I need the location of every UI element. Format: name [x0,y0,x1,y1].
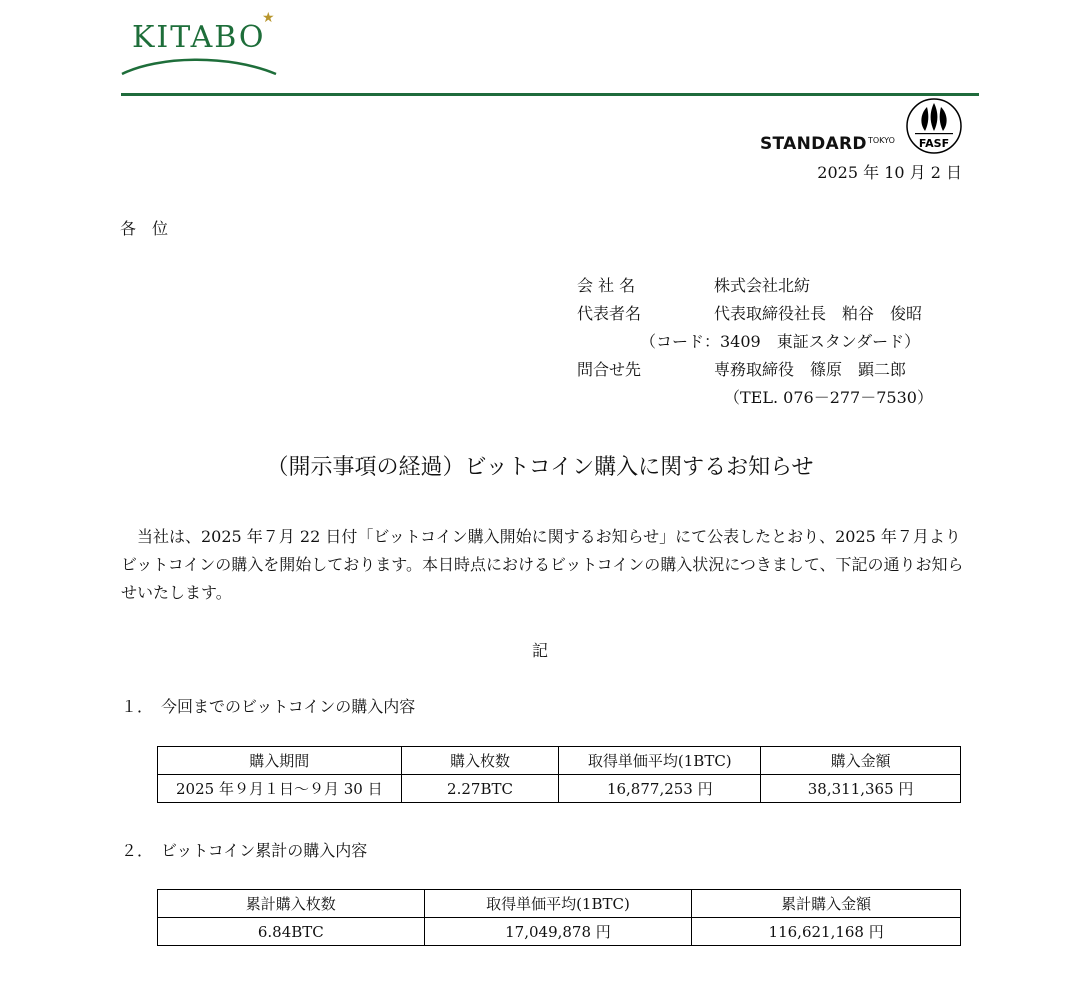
page-title: （開示事項の経過）ビットコイン購入に関するお知らせ [266,455,814,480]
fasf-label: FASF [918,137,950,150]
kitabo-logo-text: KITABO [132,20,266,55]
table-header-cell: 購入枚数 [401,747,559,775]
cumulative-table [157,889,961,946]
company-name-label: 会 社 名 [577,276,636,295]
table-header-cell: 取得単価平均(1BTC) [424,890,692,918]
table-cell: 2.27BTC [401,775,559,803]
section1-heading: １． 今回までのビットコインの購入内容 [121,697,416,716]
table-cell: 6.84BTC [158,918,425,946]
body-paragraph: 当社は、2025 年７月 22 日付「ビットコイン購入開始に関するお知らせ」にて公表したとおり、2025 年７月よりビットコインの購入を開始しております。本日時点におけるビットコインの購入状況につきまして、下記の通りお知らせいたします。 [121,527,964,602]
standard-market-label: STANDARD [760,134,867,154]
notation-mark: 記 [531,641,548,660]
table-header-cell: 購入金額 [761,747,961,775]
purchase-table [157,746,961,803]
fasf-seal-icon [905,97,963,155]
company-name-value: 株式会社北紡 [714,276,811,295]
representative-label: 代表者名 [577,304,642,323]
table-cell: 17,049,878 円 [424,918,692,946]
release-date: 2025 年 10 月 2 日 [817,163,962,182]
telephone-line: （TEL. 076－277－7530） [724,388,933,407]
table-header-cell: 累計購入金額 [692,890,961,918]
section2-heading: ２． ビットコイン累計の購入内容 [121,841,368,860]
table-header-row [158,747,961,775]
standard-tokyo-label: TOKYO [868,136,895,145]
table-cell: 2025 年９月１日～９月 30 日 [158,775,402,803]
star-icon: ★ [262,10,275,26]
table-row [158,775,961,803]
table-header-cell: 累計購入枚数 [158,890,425,918]
contact-label: 問合せ先 [577,360,642,379]
table-cell: 38,311,365 円 [761,775,961,803]
table-header-cell: 取得単価平均(1BTC) [559,747,761,775]
table-header-row [158,890,961,918]
table-header-cell: 購入期間 [158,747,402,775]
stock-code-line: （コード：3409 東証スタンダード） [640,332,921,351]
table-cell: 116,621,168 円 [692,918,961,946]
addressee: 各 位 [120,219,169,238]
representative-value: 代表取締役社長 粕谷 俊昭 [714,304,923,323]
logo-swoosh-icon [118,52,280,78]
contact-value: 専務取締役 篠原 顕二郎 [714,360,907,379]
table-cell: 16,877,253 円 [559,775,761,803]
header-divider [121,93,979,96]
table-row [158,918,961,946]
